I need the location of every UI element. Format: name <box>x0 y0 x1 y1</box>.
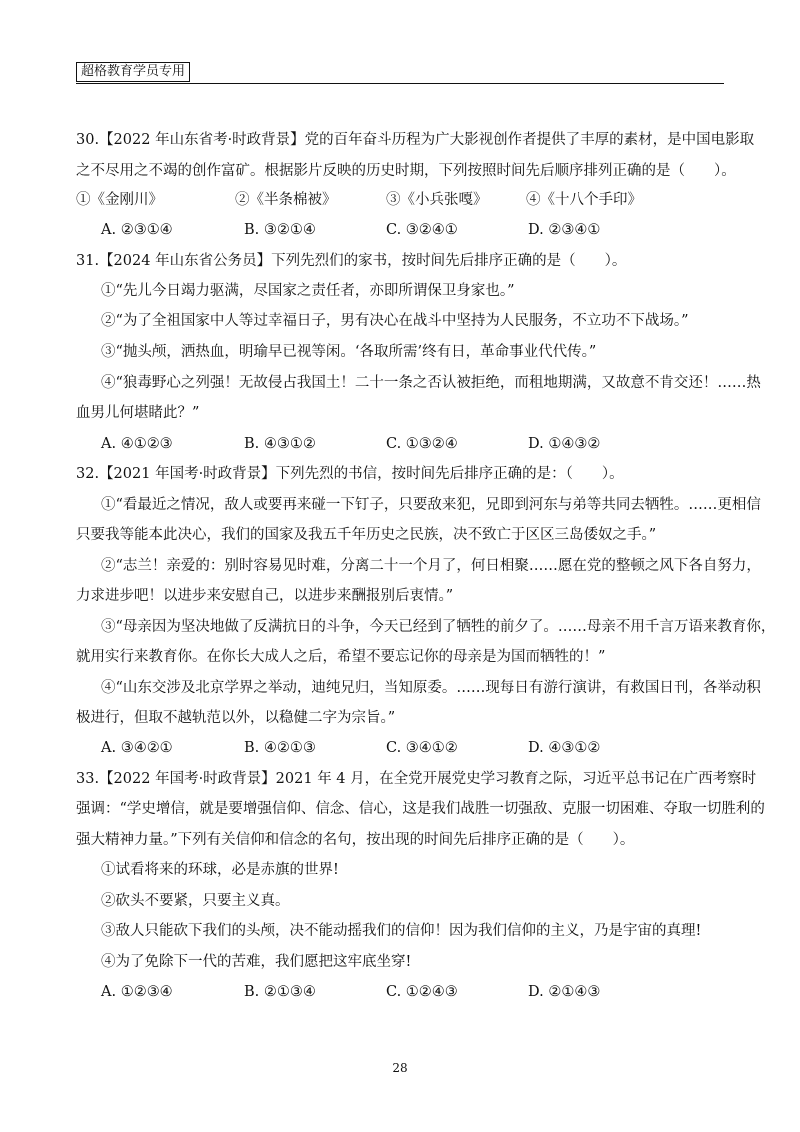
header-divider <box>76 83 724 84</box>
q32-item-3-line-1: ③“母亲因为坚决地做了反满抗日的斗争，今天已经到了牺牲的前夕了。……母亲不用千言万语来教育你， <box>101 619 776 635</box>
q32-item-2-line-2: 力求进步吧！以进步来安慰自己，以进步来酬报别后衷情。” <box>76 588 454 604</box>
q33-stem-line-3: 强大精神力量。”下列有关信仰和信念的名句，按出现的时间先后排序正确的是（ ）。 <box>76 832 635 848</box>
q33-item-3: ③敌人只能砍下我们的头颅，决不能动摇我们的信仰！因为我们信仰的主义，乃是宇宙的真理! <box>101 923 702 939</box>
q30-choice-a: A. ②③①④ <box>101 222 173 238</box>
q31-item-3: ③“抛头颅，洒热血，明瑜早已视等闲。‘各取所需’终有日，革命事业代代传。” <box>101 344 597 360</box>
q30-choice-c: C. ③②④① <box>386 222 458 238</box>
q30-item-1: ①《金刚川》 <box>76 192 163 208</box>
q33-choice-b: B. ②①③④ <box>244 984 316 1000</box>
q33-choice-a: A. ①②③④ <box>101 984 173 1000</box>
q32-item-4-line-2: 极进行，但取不越轨范以外，以稳健二字为宗旨。” <box>76 710 396 726</box>
q30-item-4: ④《十八个手印》 <box>526 192 642 208</box>
q30-item-3: ③《小兵张嘎》 <box>386 192 488 208</box>
header-label: 超格教育学员专用 <box>76 62 190 82</box>
q31-item-4-line-2: 血男儿何堪睹此？” <box>76 405 200 421</box>
q32-item-2-line-1: ②“志兰！亲爱的：别时容易见时难，分离二十一个月了，何日相聚……愿在党的整顿之风下各自努力， <box>101 558 761 574</box>
q33-choice-c: C. ①②④③ <box>386 984 458 1000</box>
q30-stem-line-2: 之不尽用之不竭的创作富矿。根据影片反映的历史时期，下列按照时间先后顺序排列正确的是（ ）。 <box>76 163 736 179</box>
q31-choice-c: C. ①③②④ <box>386 436 458 452</box>
page-number: 28 <box>392 1061 408 1075</box>
q32-choice-d: D. ④③①② <box>528 740 601 756</box>
q31-item-1: ①“先儿今日竭力驱满，尽国家之责任者，亦即所谓保卫身家也。” <box>101 283 515 299</box>
q33-item-1: ①试看将来的环球，必是赤旗的世界! <box>101 862 339 878</box>
q31-item-2: ②“为了全祖国家中人等过幸福日子，男有决心在战斗中坚持为人民服务，不立功不下战场。” <box>101 313 689 329</box>
q31-item-4-line-1: ④“狼毒野心之列强！无故侵占我国土！二十一条之否认被拒绝，而租地期满，又故意不肯交还！……热 <box>101 375 761 391</box>
q30-item-2: ②《半条棉被》 <box>235 192 337 208</box>
q31-stem: 31.【2024 年山东省公务员】下列先烈们的家书，按时间先后排序正确的是（ ）。 <box>76 253 627 269</box>
q32-choice-a: A. ③④②① <box>101 740 173 756</box>
q33-choice-d: D. ②①④③ <box>528 984 601 1000</box>
q31-choice-d: D. ①④③② <box>528 436 601 452</box>
q32-item-3-line-2: 就用实行来教育你。在你长大成人之后，希望不要忘记你的母亲是为国而牺牲的！” <box>76 649 606 665</box>
q32-choice-b: B. ④②①③ <box>244 740 316 756</box>
q32-item-1-line-1: ①“看最近之情况，敌人或要再来碰一下钉子，只要敌来犯，兄即到河东与弟等共同去牺牲。……更相信 <box>101 497 761 513</box>
q33-stem-line-1: 33.【2022 年国考·时政背景】2021 年 4 月，在全党开展党史学习教育之际，习近平总书记在广西考察时 <box>76 771 757 787</box>
q33-item-2: ②砍头不要紧，只要主义真。 <box>101 893 290 909</box>
q30-stem-line-1: 30.【2022 年山东省考·时政背景】党的百年奋斗历程为广大影视创作者提供了丰厚的素材，是中国电影取 <box>76 132 755 148</box>
q30-choice-d: D. ②③④① <box>528 222 601 238</box>
q32-choice-c: C. ③④①② <box>386 740 458 756</box>
q32-item-1-line-2: 只要我等能本此决心，我们的国家及我五千年历史之民族，决不致亡于区区三岛倭奴之手。” <box>76 527 657 543</box>
q33-stem-line-2: 强调：“学史增信，就是要增强信仰、信念、信心，这是我们战胜一切强敌、克服一切困难、夺取一切胜利的 <box>76 801 765 817</box>
q33-item-4: ④为了免除下一代的苦难，我们愿把这牢底坐穿! <box>101 954 412 970</box>
q30-choice-b: B. ③②①④ <box>244 222 316 238</box>
q32-item-4-line-1: ④“山东交涉及北京学界之举动，迪纯兄归，当知原委。……现每日有游行演讲，有救国日刊，各举动积 <box>101 680 761 696</box>
q32-stem: 32.【2021 年国考·时政背景】下列先烈的书信，按时间先后排序正确的是：（ ）。 <box>76 466 624 482</box>
q31-choice-a: A. ④①②③ <box>101 436 173 452</box>
q31-choice-b: B. ④③①② <box>244 436 316 452</box>
